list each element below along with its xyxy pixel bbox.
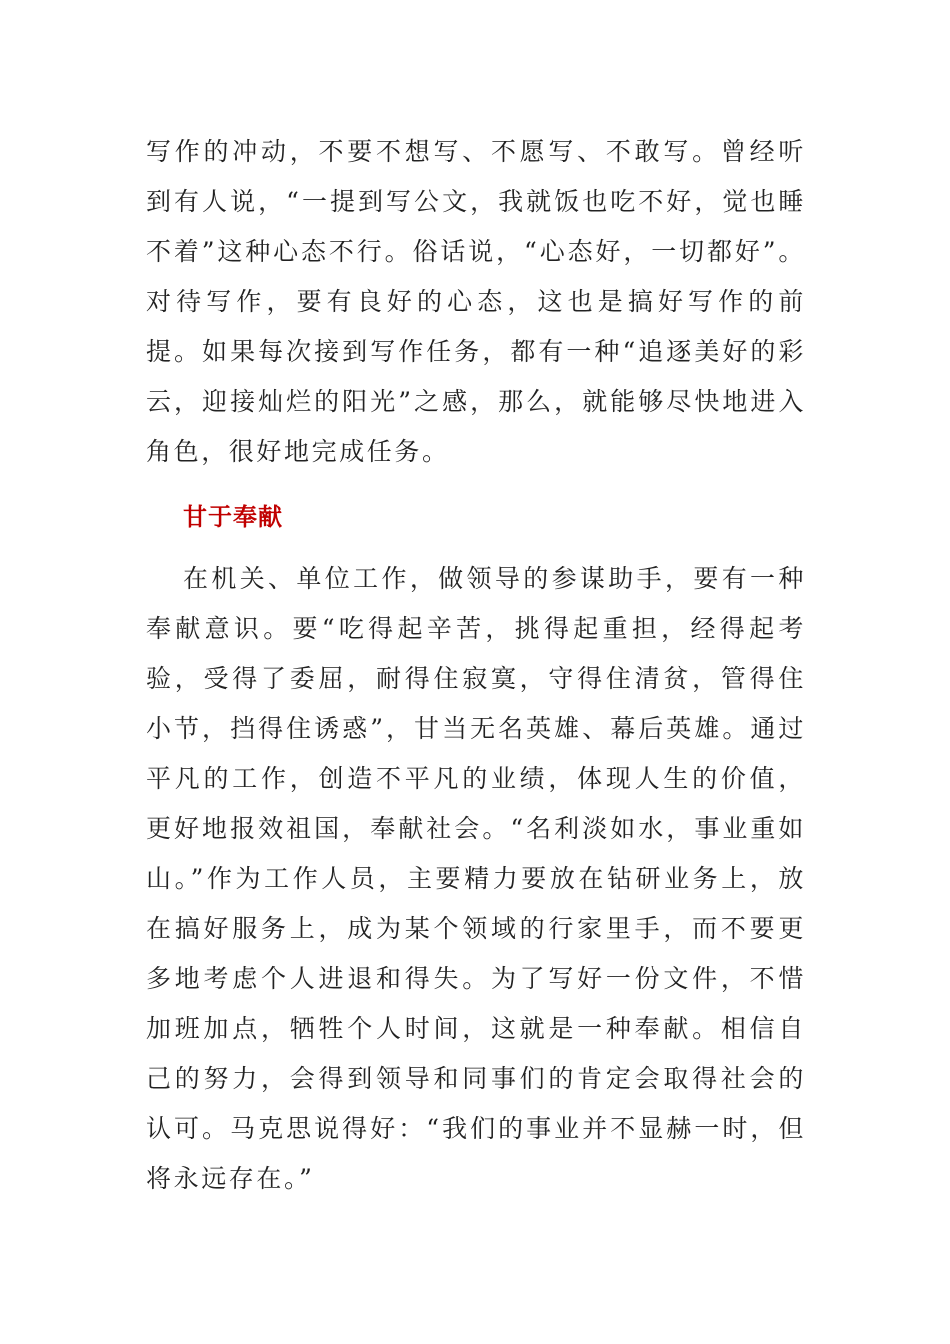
body-paragraph-dedication: 在机关、单位工作，做领导的参谋助手，要有一种奉献意识。要“吃得起辛苦，挑得起重担，经得起考验，受得了委屈，耐得住寂寞，守得住清贫，管得住小节，挡得住诱惑”，甘当无名英雄、幕后英雄。通过平凡的工作，创造不平凡的业绩，体现人生的价值，更好地报效祖国，奉献社会。“名利淡如水，事业重如山。”作为工作人员，主要精力要放在钻研业务上，放在搞好服务上，成为某个领域的行家里手，而不要更多地考虑个人进退和得失。为了写好一份文件，不惜加班加点，牺牲个人时间，这就是一种奉献。相信自己的努力，会得到领导和同事们的肯定会取得社会的认可。马克思说得好：“我们的事业并不显赫一时，但将永远存在。” xyxy=(146,564,806,1193)
document-body xyxy=(146,127,806,1204)
body-paragraph-continuation: 写作的冲动，不要不想写、不愿写、不敢写。曾经听到有人说，“一提到写公文，我就饭也吃不好，觉也睡不着”这种心态不行。俗话说，“心态好，一切都好”。对待写作，要有良好的心态，这也是搞好写作的前提。如果每次接到写作任务，都有一种“追逐美好的彩云，迎接灿烂的阳光”之感，那么，就能够尽快地进入角色，很好地完成任务。 xyxy=(146,137,806,466)
section-heading: 甘于奉献 xyxy=(183,503,283,531)
